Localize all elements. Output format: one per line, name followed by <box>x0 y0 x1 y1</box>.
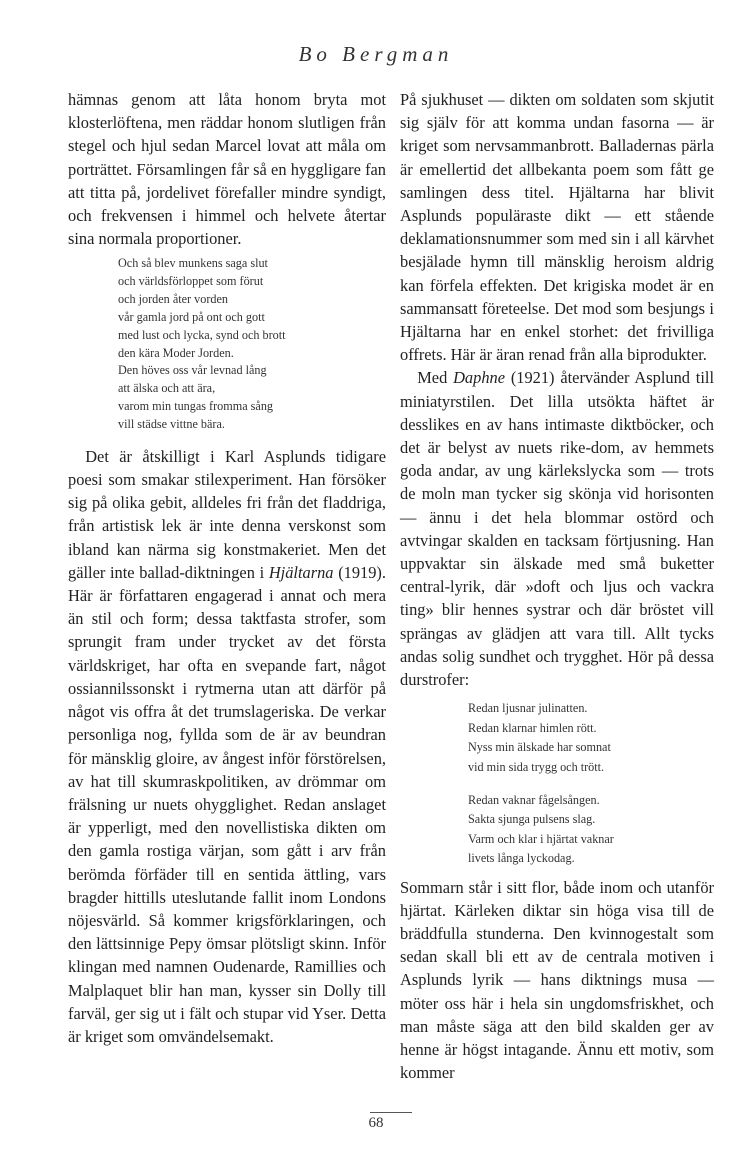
verse-line: och jorden åter vorden <box>118 292 228 307</box>
verse-line: den kära Moder Jorden. <box>118 345 234 360</box>
verse-line: vår gamla jord på ont och gott <box>118 309 265 324</box>
verse-line: livets långa lyckodag. <box>468 851 575 866</box>
verse-line: Redan ljusnar julinatten. <box>468 701 588 716</box>
right-paragraph-3: Sommarn står i sitt flor, både inom och utanför hjärtat. Kärleken diktar sin höga visa till de bräddfulla stunderna. Den kvinnogestalt som sedan skall bli ett av de centrala motiven i Asplunds lyrik — hans diktnings musa — möter oss här i hela sin ungdomsfriskhet, och man måste säga att den bild skalden ger av henne är högst intagande. Ännu ett motiv, som kommer <box>400 877 714 1083</box>
verse-line: vid min sida trygg och trött. <box>468 759 605 774</box>
page-number: 68 <box>368 1115 384 1131</box>
verse-line: Nyss min älskade har somnat <box>468 740 611 755</box>
right-paragraph-2 <box>400 366 714 691</box>
left-paragraph-2-text-a: Det är åtskilligt i Karl Asplunds tidigare poesi som smakar stilexperiment. Han försöker sig på olika gebit, alldeles fri från det fladdriga, från artistisk lek är inte denna verskonst som ibland kan närma sig konstmakeriet. Men det gäller inte ballad-diktningen i <box>68 446 386 582</box>
left-column <box>68 88 386 1048</box>
verse-line: Den höves oss vår levnad lång <box>118 363 267 378</box>
right-verse-block <box>468 699 714 868</box>
verse-line: Redan klarnar himlen rött. <box>468 720 597 735</box>
left-paragraph-1: hämnas genom att låta honom bryta mot klosterlöftena, men räddar honom slutligen från stegel och hjul sedan Marcel lovat att måla om porträttet. Församlingen får så en hyggligare fan att titta på, jordelivet förefaller mindre syndigt, och frekvensen i himmel och helvete återtar sina normala proportioner. <box>68 90 386 249</box>
left-paragraph-2-text-b: (1919). Här är författaren engagerad i annat och mera än stil och form; dessa taktfasta strofer, som sprungit fram under trycket av det första världskriget, har ofta en svepande fart, något ossiannilssonskt i rytmerna utan att därför på något vis offra åt det trumslageriska. De verkar personliga nog, fyllda som de är av beundran för mänsklig gloire, av ångest inför förstörelsen, av hat till skumraskpolitiken, av drömmar om frälsning ur nuets ohygglighet. Redan anslaget är ypperligt, med den novellistiska dikten om den gamla rostiga värjan, som gått i arv från berömda förfäder till en sentida ättling, vars bragder hittills uteslutande fallit inom Londons nöjesvärld. Så kommer krigsförklaringen, och den lättsinnige Pepy ömsar plötsligt skinn. Inför klingan med namnen Oudenarde, Ramillies och Malplaquet blir han man, kysser sin Dolly till farväl, ger sig ut i fält och stupar vid Yser. Detta är kriget som omvändelsemakt. <box>68 562 386 1046</box>
verse-line: att älska och att ära, <box>118 381 216 396</box>
footer-rule <box>370 1112 412 1113</box>
book-title-hjaltarna: Hjältarna <box>268 562 334 582</box>
verse-line: Sakta sjunga pulsens slag. <box>468 812 596 827</box>
verse-line: varom min tungas fromma sång <box>118 399 274 414</box>
right-paragraph-1: På sjukhuset — dikten om soldaten som skjutit sig själv för att komma undan fasorna — är kriget som nervsammanbrott. Balladernas pärla är emellertid det allbekanta poem som fått ge samlingen dess titel. Hjältarna har blivit Asplunds populäraste dikt — ett stående deklamationsnummer som med sin i all kärvhet besjälade hymn till mänsklig heroism aldrig kan förfela effekten. Det krigiska modet är en sammansatt företeelse. Det mod som besjungs i Hjältarna har en enkel storhet: det frivilliga offrets. Här är äran renad från alla biprodukter. <box>400 90 714 365</box>
right-column <box>400 88 714 1084</box>
right-paragraph-2-text-b: (1921) återvänder Asplund till miniatyrstilen. Det lilla utsökta häftet är desslikes en av hans intimaste diktböcker, och det är belyst av nuets rike-dom, av hemmets goda andar, av ung kärlekslycka som — trots de moln man tycker sig skönja vid horisonten — ännu i det hela blommar ostörd och avtvingar skalden en tacksam förtjusning. Han uppvaktar sin älskade med små buketter central-lyrik, där »doft och ljus och vackra ting» blir hennes systrar och där bröstet vill sprängas av glädjen att vara till. Allt tycks andas solig sundhet och trygghet. Hör på dessa durstrofer: <box>400 368 714 690</box>
book-title-daphne: Daphne <box>453 368 505 388</box>
left-paragraph-2 <box>68 445 386 1048</box>
verse-line: Och så blev munkens saga slut <box>118 256 268 271</box>
verse-line: med lust och lycka, synd och brott <box>118 327 286 342</box>
left-verse-block <box>118 255 386 433</box>
verse-line: vill städse vittne bära. <box>118 417 225 432</box>
verse-line: Varm och klar i hjärtat vaknar <box>468 831 614 846</box>
verse-line: Redan vaknar fågelsången. <box>468 792 600 807</box>
verse-line: och världsförloppet som förut <box>118 274 264 289</box>
stanza-gap <box>468 777 714 791</box>
running-header: Bo Bergman <box>298 42 454 66</box>
right-paragraph-2-text-a: Med <box>417 368 454 388</box>
